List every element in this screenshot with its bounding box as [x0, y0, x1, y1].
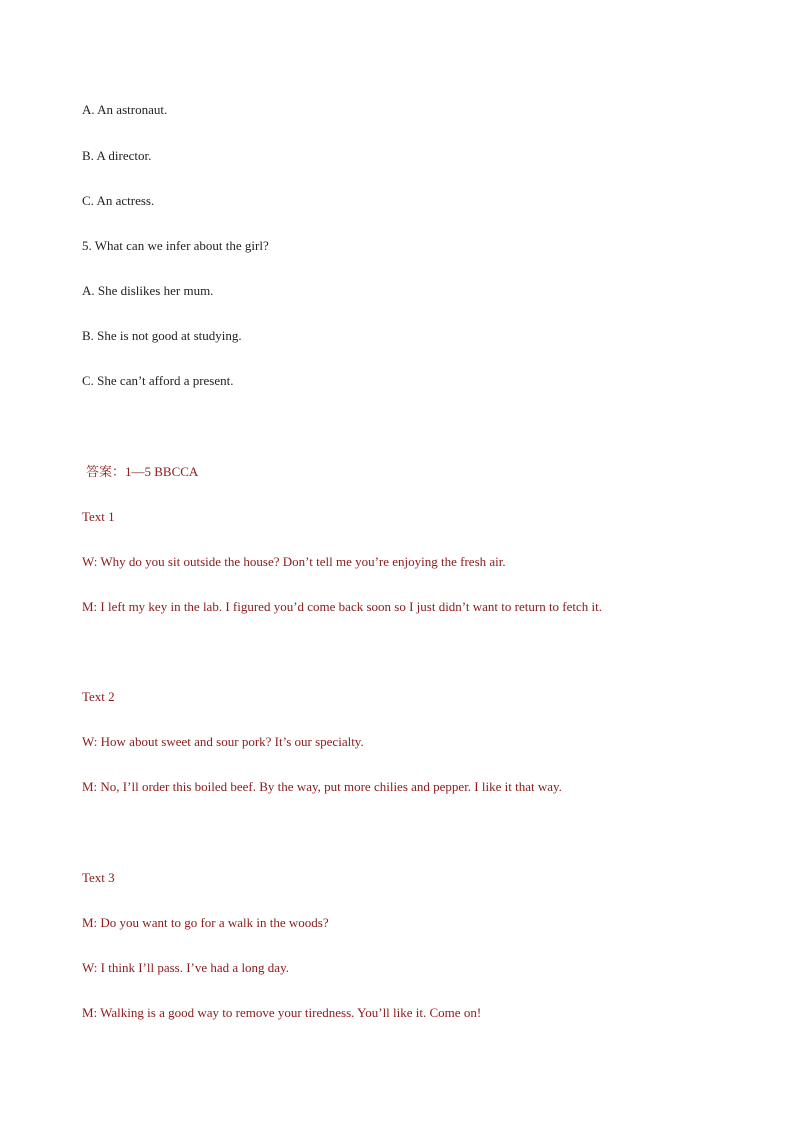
transcript-line: M: No, I’ll order this boiled beef. By the way, put more chilies and pepper. I like it that way. — [82, 779, 562, 794]
transcript-line: W: I think I’ll pass. I’ve had a long day. — [82, 960, 289, 975]
transcript-line: M: Walking is a good way to remove your tiredness. You’ll like it. Come on! — [82, 1005, 482, 1020]
q5-option-b: B. She is not good at studying. — [82, 328, 242, 343]
transcript-line: W: Why do you sit outside the house? Don’t tell me you’re enjoying the fresh air. — [82, 554, 506, 569]
transcript-line: M: Do you want to go for a walk in the woods? — [82, 915, 329, 930]
q4-option-c: C. An actress. — [82, 193, 155, 208]
transcript-line: W: How about sweet and sour pork? It’s our specialty. — [82, 734, 364, 749]
transcript-title: Text 2 — [82, 689, 115, 704]
q4-option-a: A. An astronaut. — [82, 102, 168, 117]
transcript-line: M: I left my key in the lab. I figured you’d come back soon so I just didn’t want to return to fetch it. — [82, 599, 603, 614]
transcript-title: Text 1 — [82, 509, 115, 524]
transcript-title: Text 3 — [82, 870, 115, 885]
q5-option-a: A. She dislikes her mum. — [82, 283, 214, 298]
answer-key: 答案：1—5 BBCCA — [86, 464, 199, 479]
q5-option-c: C. She can’t afford a present. — [82, 373, 234, 388]
q4-option-b: B. A director. — [82, 148, 152, 163]
q5-stem: 5. What can we infer about the girl? — [82, 238, 269, 253]
